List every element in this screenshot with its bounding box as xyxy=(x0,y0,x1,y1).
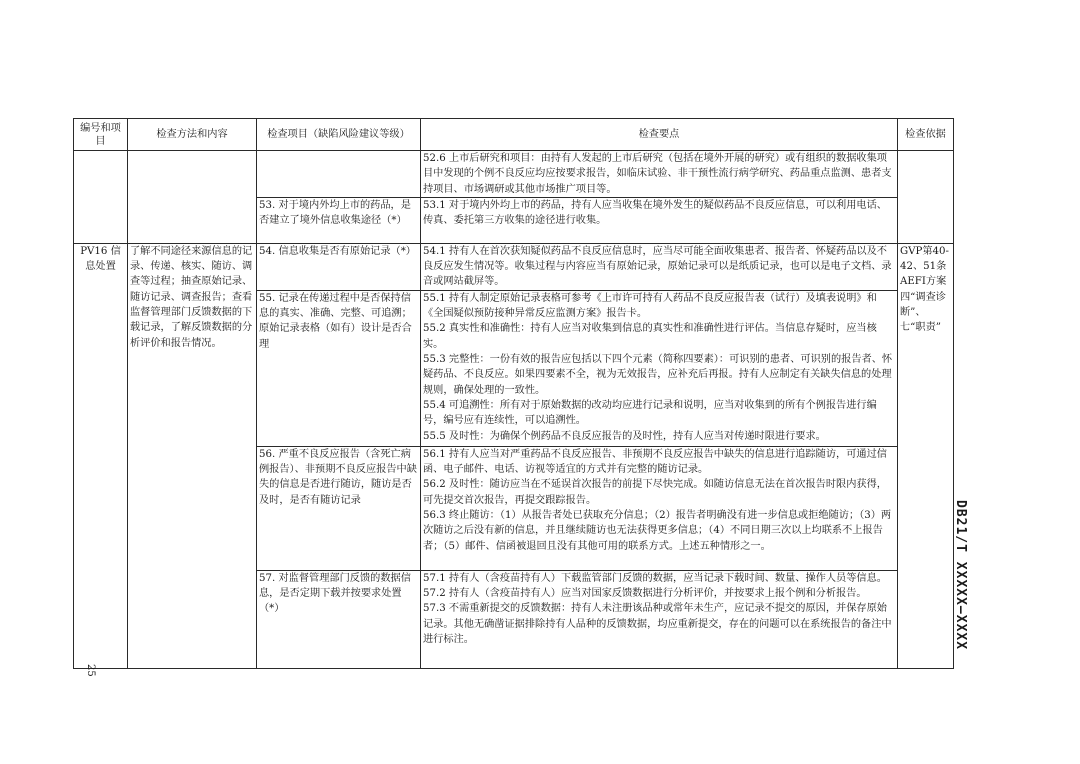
cell-empty-method xyxy=(128,151,257,244)
points-57 xyxy=(421,570,898,668)
item-54: 54. 信息收集是否有原始记录（*） xyxy=(257,243,421,290)
page-number: 25 xyxy=(85,664,96,677)
point-53-1: 53.1 对于境内外均上市的药品，持有人应当收集在境外发生的疑似药品不良反应信息，可以利用电话、传真、委托第三方收集的途径进行收集。 xyxy=(421,197,898,243)
item-53: 53. 对于境内外均上市的药品，是否建立了境外信息收集途径（*） xyxy=(257,197,421,243)
points-56 xyxy=(421,446,898,570)
point-56-2: 56.2 及时性：随访应当在不延误首次报告的前提下尽快完成。如随访信息无法在首次报告时限内获得，可先提交首次报告，再提交跟踪报告。 xyxy=(423,479,887,506)
points-55 xyxy=(421,290,898,446)
pv16-basis: GVP第40-42、51条 AEFI方案四“调查诊断”、七“职责” xyxy=(898,243,954,668)
item-55: 55. 记录在传递过程中是否保持信息的真实、准确、完整、可追溯；原始记录表格（如有）设计是否合理 xyxy=(257,290,421,446)
point-56-1: 56.1 持有人应当对严重药品不良反应报告、非预期不良反应报告中缺失的信息进行追踪随访，可通过信函、电子邮件、电话、访视等适宜的方式并有完整的随访记录。 xyxy=(423,448,887,476)
inspection-table xyxy=(73,118,954,669)
table-row xyxy=(74,243,954,290)
point-57-1: 57.1 持有人（含疫苗持有人）下载监管部门反馈的数据，应当记录下载时间、数量、操作人员等信息。 xyxy=(423,572,887,584)
header-check-item: 检查项目（缺陷风险建议等级） xyxy=(257,119,421,151)
point-54-1: 54.1 持有人在首次获知疑似药品不良反应信息时，应当尽可能全面收集患者、报告者、怀疑药品以及不良反应发生情况等。收集过程与内容应当有原始记录，原始记录可以是纸质记录，也可以是电子文档、录音或网站截屏等。 xyxy=(421,243,898,290)
point-57-2: 57.2 持有人（含疫苗持有人）应当对国家反馈数据进行分析评价，并按要求上报个例和分析报告。 xyxy=(423,588,867,600)
standard-number-label: DB21/T XXXXX—XXXX xyxy=(953,500,968,651)
item-57: 57. 对监督管理部门反馈的数据信息，是否定期下载并按要求处置（*） xyxy=(257,570,421,668)
header-id-item: 编号和项目 xyxy=(74,119,128,151)
point-52-6: 52.6 上市后研究和项目：由持有人发起的上市后研究（包括在境外开展的研究）或有组织的数据收集项目中发现的个例不良反应均应按要求报告，如临床试验、非干预性流行病学研究、药品重点监测、患者支持项目、市场调研或其他市场推广项目等。 xyxy=(421,151,898,198)
point-55-3: 55.3 完整性：一份有效的报告应包括以下四个元素（简称四要素）：可识别的患者、可识别的报告者、怀疑药品、不良反应。如果四要素不全，视为无效报告，应补充后再报。持有人应制定有关缺失信息的处理规则，确保处理的一致性。 xyxy=(423,354,893,396)
point-55-1: 55.1 持有人制定原始记录表格可参考《上市许可持有人药品不良反应报告表（试行）及填表说明》和《全国疑似预防接种异常反应监测方案》报告卡。 xyxy=(423,292,877,320)
cell-empty-id xyxy=(74,151,128,244)
cell-empty-basis xyxy=(898,151,954,244)
header-method: 检查方法和内容 xyxy=(128,119,257,151)
header-basis: 检查依据 xyxy=(898,119,954,151)
point-55-5: 55.5 及时性：为确保个例药品不良反应报告的及时性，持有人应当对传递时限进行要求。 xyxy=(423,430,826,442)
table-row xyxy=(74,151,954,198)
header-key-points: 检查要点 xyxy=(421,119,898,151)
item-56: 56. 严重不良反应报告（含死亡病例报告）、非预期不良反应报告中缺失的信息是否进行随访，随访是否及时，是否有随访记录 xyxy=(257,446,421,570)
point-56-3: 56.3 终止随访：（1）从报告者处已获取充分信息；（2）报告者明确没有进一步信息或拒绝随访；（3）两次随访之后没有新的信息，并且继续随访也无法获得更多信息；（4）不同日期三次以上均联系不上报告者；（5）邮件、信函被退回且没有其他可用的联系方式。上述五种情形之一。 xyxy=(423,510,892,552)
point-55-4: 55.4 可追溯性：所有对于原始数据的改动均应进行记录和说明，应当对收集到的所有个例报告进行编号，编号应有连续性，可以追溯性。 xyxy=(423,399,877,427)
point-57-3: 57.3 不需重新提交的反馈数据：持有人未注册该品种或常年未生产，应记录不提交的原因，并保存原始记录。其他无确凿证据排除持有人品种的反馈数据，均应重新提交，存在的问题可以在系统报告的备注中进行标注。 xyxy=(423,603,892,646)
cell-empty-item xyxy=(257,151,421,198)
table-header-row xyxy=(74,119,954,151)
pv16-method: 了解不同途径来源信息的记录、传递、核实、随访、调查等过程；抽查原始记录、随访记录、调查报告；查看监督管理部门反馈数据的下载记录，了解反馈数据的分析评价和报告情况。 xyxy=(128,243,257,668)
pv16-id: PV16 信息处置 xyxy=(74,243,128,668)
point-55-2: 55.2 真实性和准确性：持有人应当对收集到信息的真实性和准确性进行评估。当信息存疑时，应当核实。 xyxy=(423,323,877,350)
